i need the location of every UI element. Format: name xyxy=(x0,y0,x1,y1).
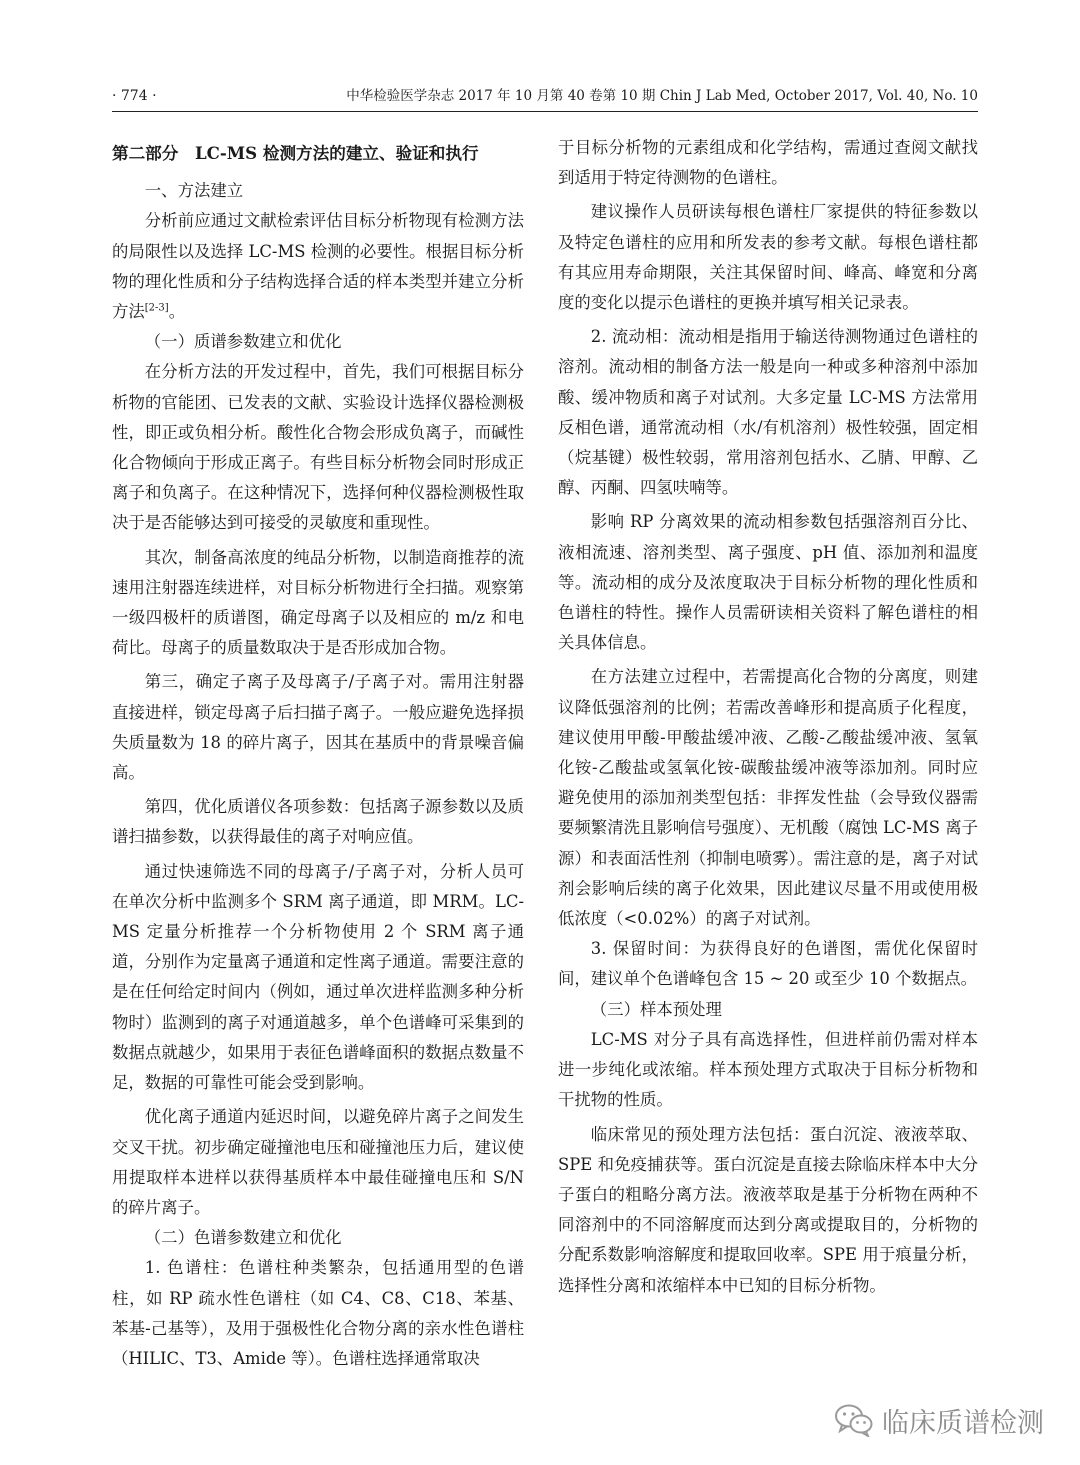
paragraph: 建议操作人员研读每根色谱柱厂家提供的特征参数以及特定色谱柱的应用和所发表的参考文献。每根色谱柱都有其应用寿命期限，关注其保留时间、峰高、峰宽和分离度的变化以提示色谱柱的更换并填写相关记录表。 xyxy=(558,202,978,313)
paragraph: 1. 色谱柱：色谱柱种类繁杂，包括通用型的色谱柱，如 RP 疏水性色谱柱（如 C4、C8、C18、苯基、苯基-己基等），及用于强极性化合物分离的亲水性色谱柱（HILIC、T3、Amide 等）。色谱柱选择通常取决 xyxy=(112,1258,524,1368)
watermark xyxy=(834,1400,1044,1440)
section-title: 第二部分 LC-MS 检测方法的建立、验证和执行 xyxy=(112,143,479,163)
paragraph: 3. 保留时间：为获得良好的色谱图，需优化保留时间，建议单个色谱峰包含 15 ~ 20 或至少 10 个数据点。 xyxy=(558,939,978,989)
left-column xyxy=(112,133,524,1374)
paragraph: 通过快速筛选不同的母离子/子离子对，分析人员可在单次分析中监测多个 SRM 离子通道，即 MRM。LC-MS 定量分析推荐一个分析物使用 2 个 SRM 离子通道，分别作为定量离子通道和定性离子通道。需要注意的是在任何给定时间内（例如，通过单次进样监测多种分析物时）监测到的离子对通道越多，单个色谱峰可采集到的数据点就越少，如果用于表征色谱峰面积的数据点数量不足，数据的可靠性可能会受到影响。 xyxy=(112,861,524,1093)
paragraph: 优化离子通道内延迟时间，以避免碎片离子之间发生交叉干扰。初步确定碰撞池电压和碰撞池压力后，建议使用提取样本进样以获得基质样本中最佳碰撞电压和 S/N 的碎片离子。 xyxy=(112,1107,524,1217)
paragraph: 第四，优化质谱仪各项参数：包括离子源参数以及质谱扫描参数，以获得最佳的离子对响应值。 xyxy=(112,797,524,847)
heading-sample-prep: （三）样本预处理 xyxy=(590,999,722,1019)
reference-mark: [2-3] xyxy=(144,302,169,314)
page-header xyxy=(112,85,978,112)
wechat-icon xyxy=(834,1403,874,1437)
heading-lc-params: （二）色谱参数建立和优化 xyxy=(144,1228,342,1248)
right-column xyxy=(558,133,978,1301)
paragraph: LC-MS 对分子具有高选择性，但进样前仍需对样本进一步纯化或浓缩。样本预处理方式取决于目标分析物和干扰物的性质。 xyxy=(558,1029,978,1110)
journal-citation: 中华检验医学杂志 2017 年 10 月第 40 卷第 10 期 Chin J Lab Med, October 2017, Vol. 40, No. 10 xyxy=(346,88,978,104)
heading-ms-params: （一）质谱参数建立和优化 xyxy=(144,332,342,352)
paragraph-text-end: 。 xyxy=(168,302,186,322)
paragraph-text: 分析前应通过文献检索评估目标分析物现有检测方法的局限性以及选择 LC-MS 检测的必要性。根据目标分析物的理化性质和分子结构选择合适的样本类型并建立分析方法 xyxy=(112,211,524,322)
paragraph: 临床常见的预处理方法包括：蛋白沉淀、液液萃取、SPE 和免疫捕获等。蛋白沉淀是直接去除临床样本中大分子蛋白的粗略分离方法。液液萃取是基于分析物在两种不同溶剂中的不同溶解度而达到分离或提取目的，分析物的分配系数影响溶解度和提取回收率。SPE 用于痕量分析，选择性分离和浓缩样本中已知的目标分析物。 xyxy=(558,1124,978,1295)
paragraph: 其次，制备高浓度的纯品分析物，以制造商推荐的流速用注射器连续进样，对目标分析物进行全扫描。观察第一级四极杆的质谱图，确定母离子以及相应的 m/z 和电荷比。母离子的质量数取决于是否形成加合物。 xyxy=(112,547,524,658)
paragraph: 在分析方法的开发过程中，首先，我们可根据目标分析物的官能团、已发表的文献、实验设计选择仪器检测极性，即正或负相分析。酸性化合物会形成负离子，而碱性化合物倾向于形成正离子。有些目标分析物会同时形成正离子和负离子。在这种情况下，选择何种仪器检测极性取决于是否能够达到可接受的灵敏度和重现性。 xyxy=(112,362,524,533)
paragraph-continued: 于目标分析物的元素组成和化学结构，需通过查阅文献找到适用于特定待测物的色谱柱。 xyxy=(558,138,978,188)
paragraph xyxy=(112,206,524,327)
watermark-text: 临床质谱检测 xyxy=(882,1407,1044,1439)
paragraph: 2. 流动相：流动相是指用于输送待测物通过色谱柱的溶剂。流动相的制备方法一般是向一种或多种溶剂中添加酸、缓冲物质和离子对试剂。大多定量 LC-MS 方法常用反相色谱，通常流动相（水/有机溶剂）极性较强，固定相（烷基键）极性较弱，常用溶剂包括水、乙腈、甲醇、乙醇、丙酮、四氢呋喃等。 xyxy=(558,327,978,498)
heading-method-setup: 一、方法建立 xyxy=(144,181,244,201)
paragraph: 影响 RP 分离效果的流动相参数包括强溶剂百分比、液相流速、溶剂类型、离子强度、pH 值、添加剂和温度等。流动相的成分及浓度取决于目标分析物的理化性质和色谱柱的特性。操作人员需研读相关资料了解色谱柱的相关具体信息。 xyxy=(558,512,978,653)
page-number: · 774 · xyxy=(112,88,157,104)
paragraph: 在方法建立过程中，若需提高化合物的分离度，则建议降低强溶剂的比例；若需改善峰形和提高质子化程度，建议使用甲酸-甲酸盐缓冲液、乙酸-乙酸盐缓冲液、氢氧化铵-乙酸盐或氢氧化铵-碳酸盐缓冲液等添加剂。同时应避免使用的添加剂类型包括：非挥发性盐（会导致仪器需要频繁清洗且影响信号强度）、无机酸（腐蚀 LC-MS 离子源）和表面活性剂（抑制电喷雾）。需注意的是，离子对试剂会影响后续的离子化效果，因此建议尽量不用或使用极低浓度（<0.02%）的离子对试剂。 xyxy=(558,667,978,929)
paragraph: 第三，确定子离子及母离子/子离子对。需用注射器直接进样，锁定母离子后扫描子离子。一般应避免选择损失质量数为 18 的碎片离子，因其在基质中的背景噪音偏高。 xyxy=(112,672,524,783)
